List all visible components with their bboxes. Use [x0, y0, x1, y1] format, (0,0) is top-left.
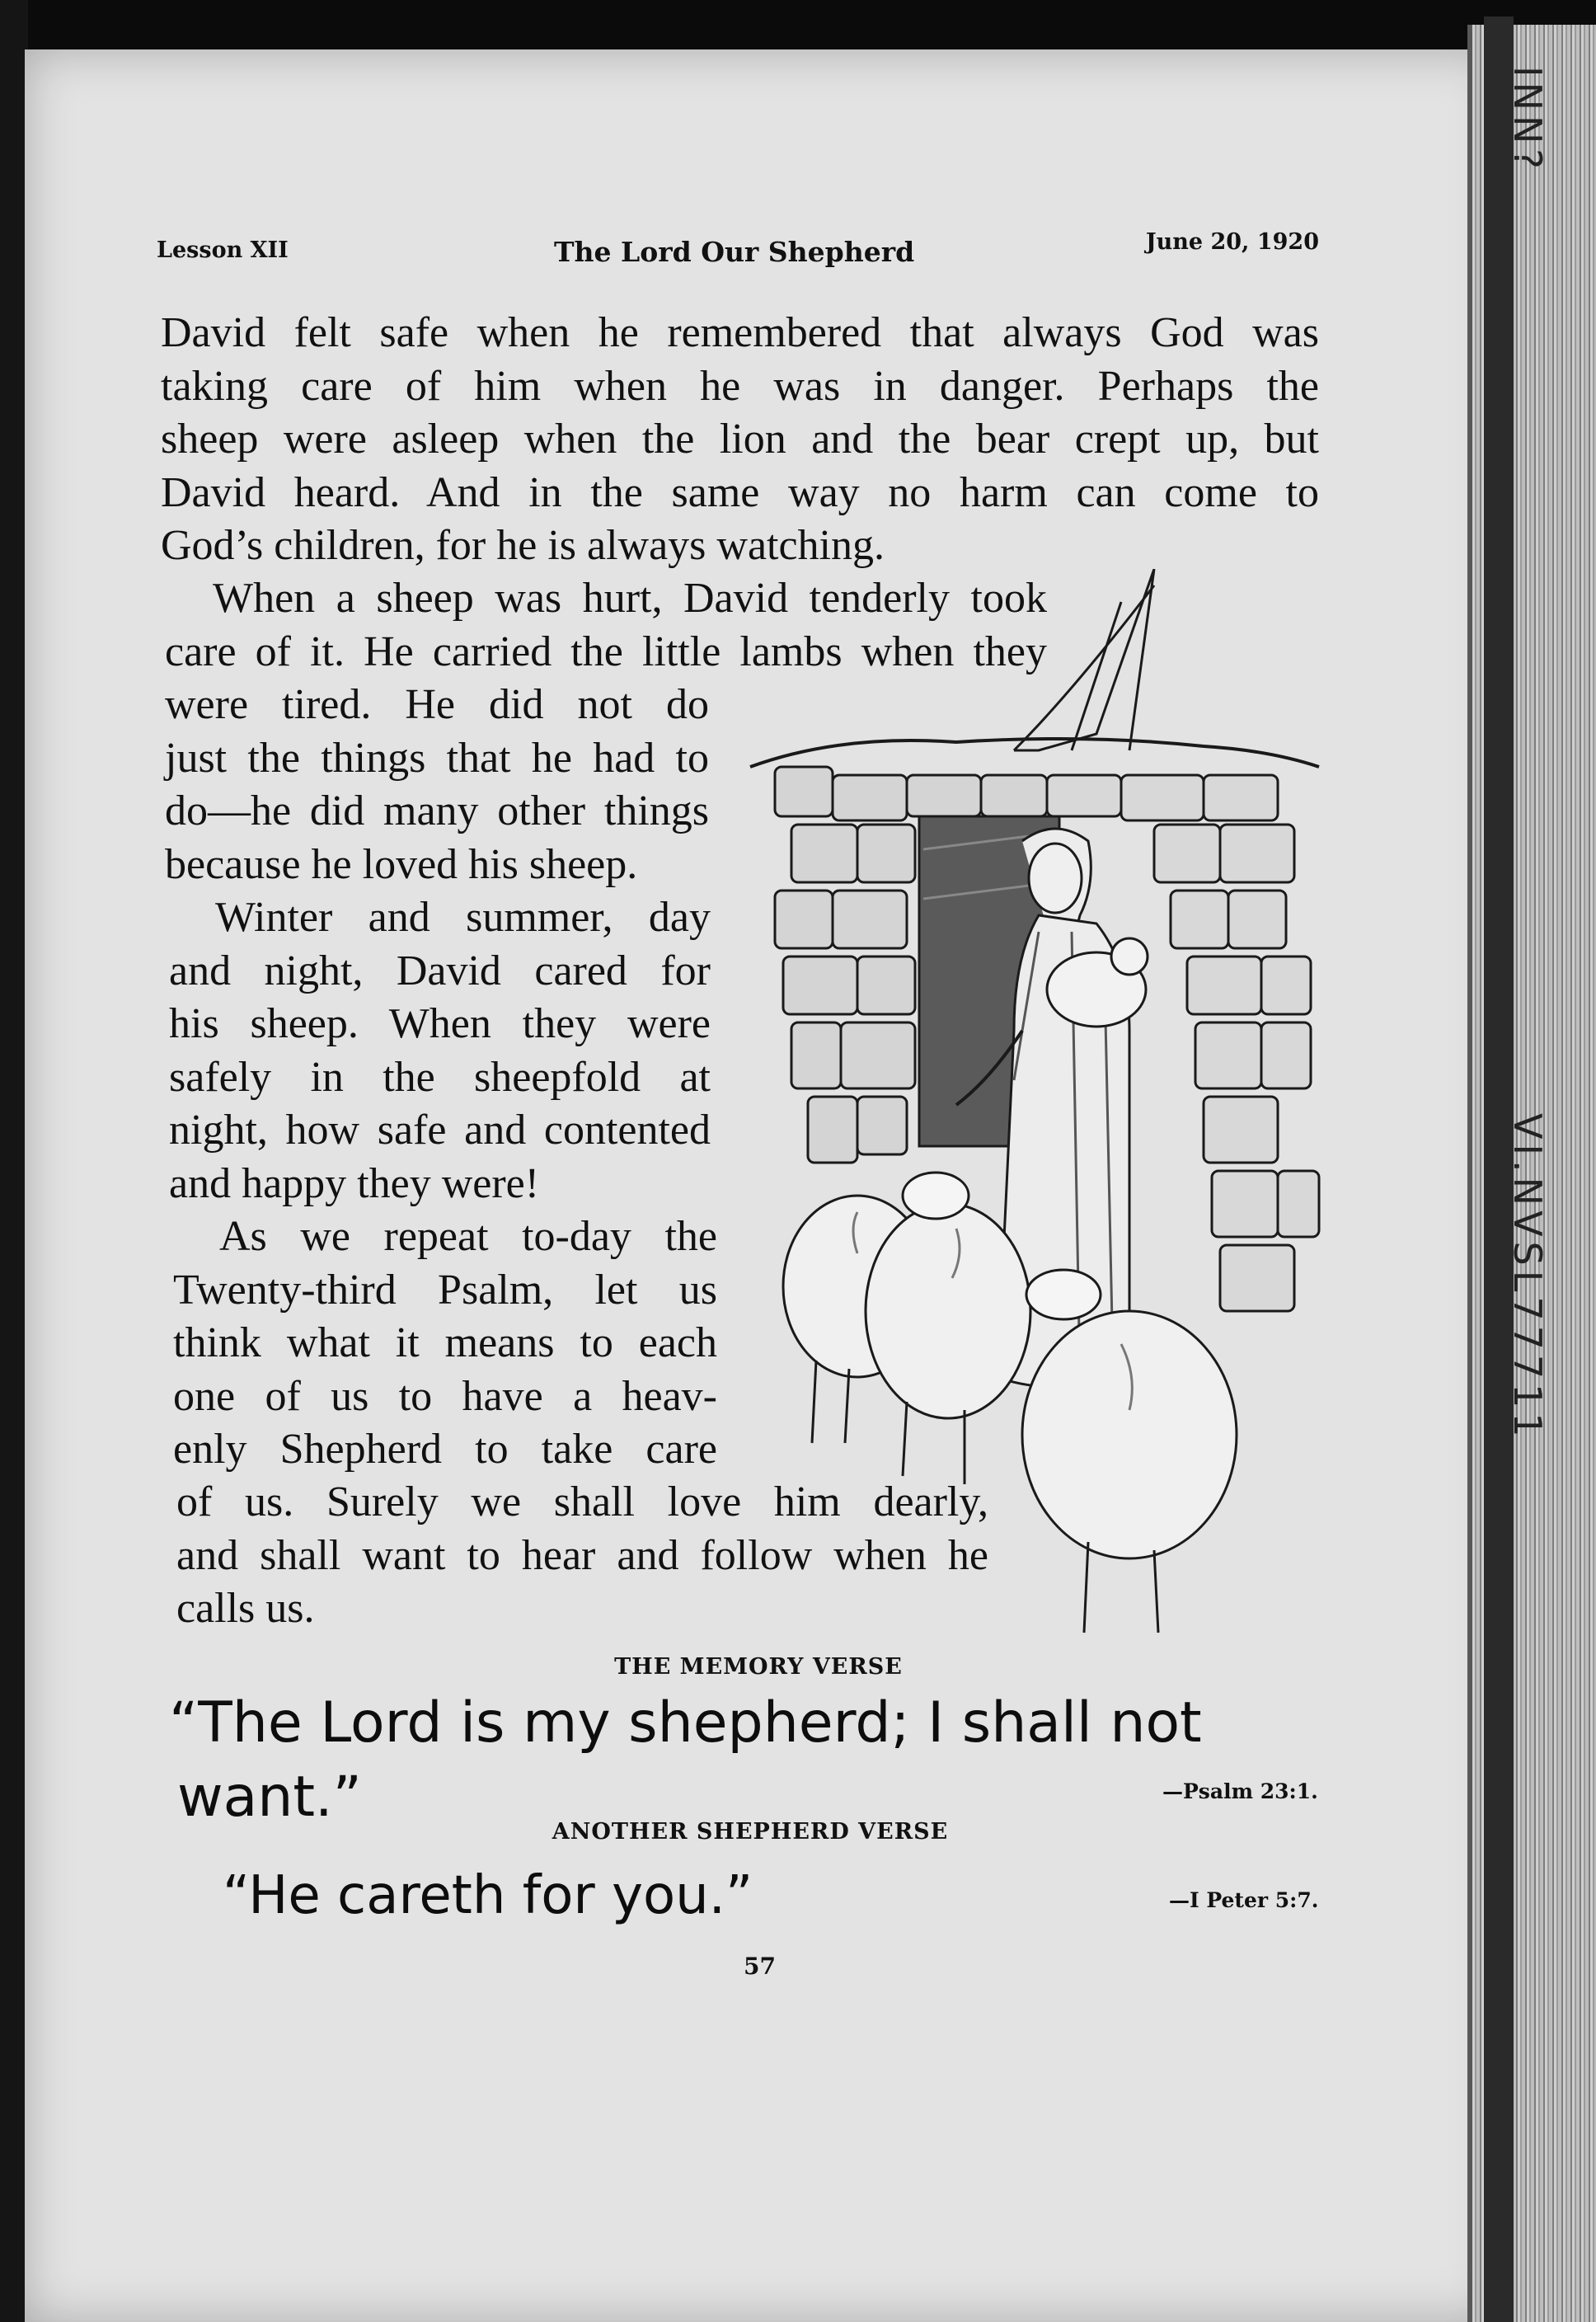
- text-line: calls us.: [176, 1585, 315, 1632]
- text-line: his sheep. When they were: [169, 1000, 711, 1047]
- text-line: one of us to have a heav-: [173, 1372, 717, 1420]
- text-line: David heard. And in the same way no harm can come to: [161, 468, 1319, 516]
- paragraph-2-cont: [165, 679, 709, 891]
- another-verse-heading: ANOTHER SHEPHERD VERSE: [552, 1819, 949, 1845]
- book-spine-shadow: [0, 0, 28, 2322]
- edge-mark-middle: VI.NVSL77711: [1505, 1113, 1550, 1442]
- memory-verse-heading: THE MEMORY VERSE: [614, 1654, 903, 1680]
- edge-mark-top: INN?: [1505, 66, 1550, 174]
- text-line: care of it. He carried the little lambs when they: [165, 628, 1047, 675]
- text-line: Twenty-third Psalm, let us: [173, 1266, 717, 1314]
- text-line: and night, David cared for: [169, 947, 711, 994]
- paragraph-3: [169, 891, 711, 1210]
- text-line: do—he did many other things: [165, 787, 709, 834]
- text-line: safely in the sheepfold at: [169, 1053, 711, 1101]
- paragraph-1: [161, 307, 1319, 573]
- text-line: just the things that he had to: [165, 734, 709, 782]
- text-line: because he loved his sheep.: [165, 840, 638, 888]
- text-line: enly Shepherd to take care: [173, 1426, 717, 1473]
- text-line: think what it means to each: [173, 1319, 717, 1366]
- text-line: God’s children, for he is always watching.: [161, 522, 885, 569]
- text-line: sheep were asleep when the lion and the bear crept up, but: [161, 416, 1319, 463]
- memory-verse-line-2: want.”: [177, 1765, 362, 1830]
- memory-verse-reference: —Psalm 23:1.: [1162, 1779, 1318, 1803]
- text-line: When a sheep was hurt, David tenderly took: [213, 575, 1047, 622]
- another-verse-text: “He careth for you.”: [223, 1865, 753, 1926]
- text-line: David felt safe when he remembered that always God was: [161, 309, 1319, 356]
- text-line: were tired. He did not do: [165, 681, 709, 728]
- text-line: taking care of him when he was in danger. Perhaps the: [161, 362, 1319, 410]
- page-number: 57: [744, 1953, 776, 1980]
- running-header: [157, 229, 1319, 274]
- text-line: night, how safe and contented: [169, 1107, 711, 1154]
- text-line: As we repeat to-day the: [219, 1213, 717, 1260]
- lesson-title: The Lord Our Shepherd: [554, 236, 915, 268]
- text-line: and shall want to hear and follow when he: [176, 1531, 988, 1579]
- shepherd-with-sheep-illustration: [742, 569, 1327, 1641]
- lesson-number: Lesson XII: [157, 237, 289, 263]
- text-line: and happy they were!: [169, 1159, 540, 1207]
- text-line: Winter and summer, day: [215, 894, 711, 941]
- lesson-date: June 20, 1920: [1145, 229, 1319, 255]
- text-line: of us. Surely we shall love him dearly,: [176, 1478, 988, 1525]
- memory-verse-line-1: “The Lord is my shepherd; I shall not: [169, 1690, 1202, 1756]
- paragraph-4: [173, 1210, 717, 1477]
- another-verse-reference: —I Peter 5:7.: [1169, 1888, 1319, 1912]
